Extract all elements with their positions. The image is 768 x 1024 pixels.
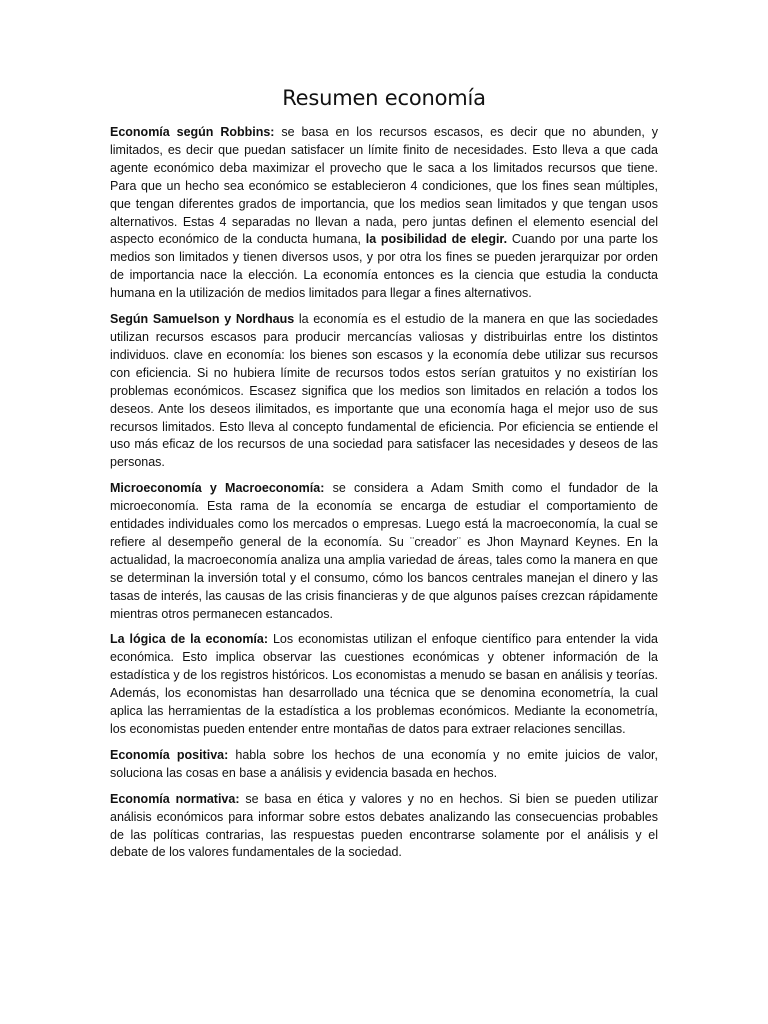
document-body [110,124,658,870]
paragraph [110,124,658,303]
document-title: Resumen economía [282,86,486,110]
paragraph [110,791,658,863]
paragraph-heading: Microeconomía y Macroeconomía: [110,481,325,496]
paragraph-text: Cuando por una parte los medios son limitados y tienen diversos usos, y por otra los fines se pueden jerarquizar por orden de importancia nace la elección. La economía entonces es la ciencia que estudia la conducta humana en la utilización de medios limitados para llegar a fines alternativos. [110,232,658,301]
paragraph-text: Los economistas utilizan el enfoque científico para entender la vida económica. Esto implica observar las cuestiones económicas y obtener información de la estadística y de los registros históricos. Los economistas a menudo se basan en análisis y teorías. Además, los economistas han desarrollado una técnica que se denomina econometría, la cual aplica las herramientas de la estadística a los problemas económicos. Mediante la econometría, los economistas pueden entender entre montañas de datos para extraer relaciones sencillas. [110,632,659,736]
paragraph-text: se basa en los recursos escasos, es decir que no abunden, y limitados, es decir que puedan satisfacer un límite finito de necesidades. Esto lleva a que cada agente económico deba maximizar el provecho que le saca a los limitados recursos que tiene. Para que un hecho sea económico se establecieron 4 condiciones, que los fines sean múltiples, que tengan diferentes grados de importancia, que los medios sean limitados y que tengan usos alternativos. Estas 4 separadas no llevan a nada, pero juntas definen el elemento esencial del aspecto económico de la conducta humana, [110,125,658,247]
paragraph-heading: Economía normativa: [110,791,240,806]
paragraph [110,311,658,472]
paragraph [110,747,658,783]
paragraph-heading: Economía según Robbins: [110,125,275,139]
paragraph-text: habla sobre los hechos de una economía y no emite juicios de valor, soluciona las cosas en base a análisis y evidencia basada en hechos. [110,747,658,780]
paragraph-heading: Economía positiva: [110,747,229,762]
paragraph-text: la economía es el estudio de la manera en que las sociedades utilizan recursos escasos para producir mercancías valiosas y distribuirlas entre los distintos individuos. clave en economía: los bienes son escasos y la economía debe utilizar sus recursos con eficiencia. Si no hubiera límite de recursos todos estos serían gratuitos y no existirían los problemas económicos. Escasez significa que los medios son limitados en relación a todos los deseos. Ante los deseos ilimitados, es importante que una economía haga el mejor uso de sus recursos limitados. Esto lleva al concepto fundamental de eficiencia. Por eficiencia se entiende el uso más eficaz de los recursos de una sociedad para satisfacer las necesidades y deseos de las personas. [110,312,659,470]
paragraph-text: se basa en ética y valores y no en hechos. Si bien se pueden utilizar análisis económicos para informar sobre estos debates analizando las consecuencias probables de las políticas contrarias, las respuestas pueden encontrarse solamente por el análisis y el debate de los valores fundamentales de la sociedad. [110,791,658,860]
paragraph [110,631,658,738]
paragraph-heading: la posibilidad de elegir. [365,232,508,247]
paragraph-text: se considera a Adam Smith como el fundador de la microeconomía. Esta rama de la economía se encarga de estudiar el comportamiento de entidades individuales como los mercados o empresas. Luego está la macroeconomía, la cual se refiere al desempeño general de la economía. Su ¨creador¨ es Jhon Maynard Keynes. En la actualidad, la macroeconomía analiza una amplia variedad de áreas, tales como la manera en que se determinan la inversión total y el consumo, cómo los bancos centrales manejan el dinero y las tasas de interés, las causas de las crisis financieras y de que algunos países crezcan rápidamente mientras otros permanecen estancados. [110,481,658,621]
paragraph-heading: La lógica de la economía: [110,632,269,647]
paragraph [110,480,658,623]
paragraph-heading: Según Samuelson y Nordhaus [110,312,295,327]
